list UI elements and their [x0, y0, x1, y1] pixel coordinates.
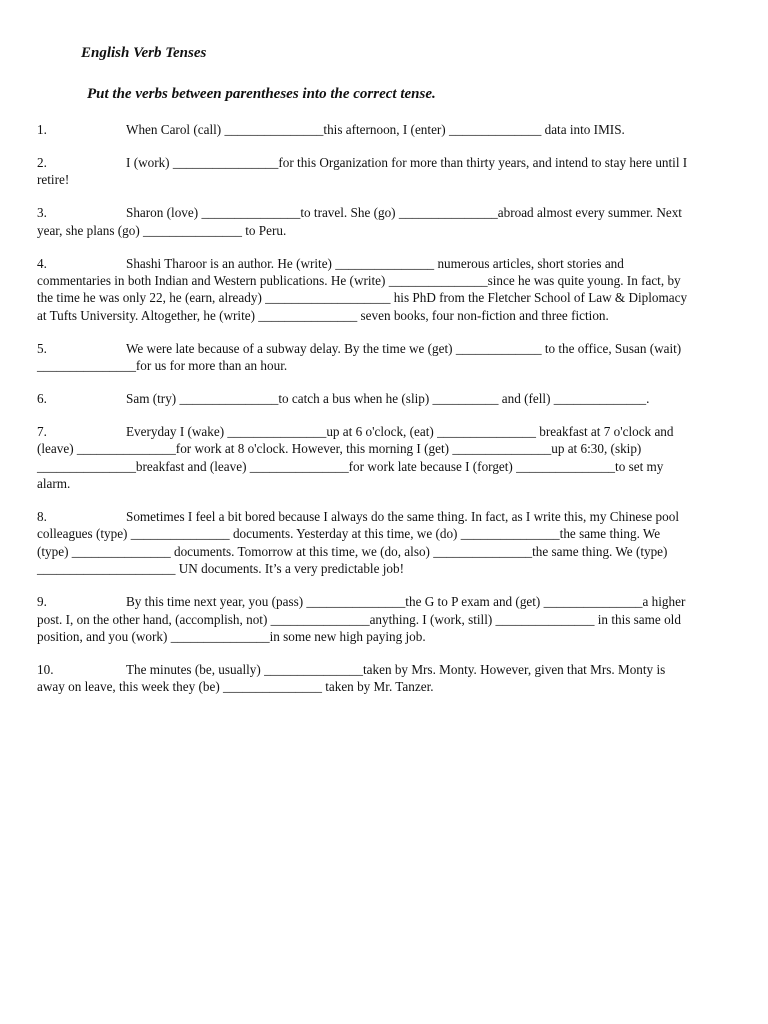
- item-number: 3.: [37, 205, 47, 221]
- exercise-item: [37, 593, 689, 645]
- exercise-item: [37, 154, 689, 189]
- item-text: Sometimes I feel a bit bored because I always do the same thing. In fact, as I write this, my Chinese pool colleagues (type) _______________ documents. Yesterday at this time, we (do) _______________the same thing. We (type) _______________ documents. Tomorrow at this time, we (do, also) _______________the same thing. We (type) _____________________ UN documents. It’s a very predictable job!: [37, 509, 679, 577]
- exercise-item: [37, 255, 689, 325]
- page-title: English Verb Tenses: [81, 45, 207, 61]
- item-text: By this time next year, you (pass) _______________the G to P exam and (get) _______________a higher post. I, on the other hand, (accomplish, not) _______________anything. I (work, still) _______________ in this same old position, and you (work) _______________in some new high paying job.: [37, 594, 686, 644]
- item-text: Shashi Tharoor is an author. He (write) _______________ numerous articles, short stories and commentaries in both Indian and Western publications. He (write) _______________since he was quite young. In fact, by the time he was only 22, he (earn, already) ___________________ his PhD from the Fletcher School of Law & Diplomacy at Tufts University. Altogether, he (write) _______________ seven books, four non-fiction and three fiction.: [37, 255, 688, 323]
- exercise-item: [37, 121, 689, 138]
- item-text: We were late because of a subway delay. By the time we (get) _____________ to the office, Susan (wait) _______________for us for more than an hour.: [37, 340, 682, 374]
- exercise-list: [37, 121, 689, 711]
- exercise-item: [37, 423, 689, 493]
- instruction-heading: Put the verbs between parentheses into the correct tense.: [87, 86, 436, 102]
- item-text: The minutes (be, usually) _______________taken by Mrs. Monty. However, given that Mrs. Monty is away on leave, this week they (be) _______________ taken by Mr. Tanzer.: [37, 661, 666, 695]
- item-number: 8.: [37, 509, 47, 524]
- item-text: When Carol (call) _______________this afternoon, I (enter) ______________ data into IMIS.: [126, 122, 625, 137]
- item-number: 1.: [37, 122, 47, 137]
- item-text: Sharon (love) _______________to travel. She (go) _______________abroad almost every summer. Next year, she plans (go) _______________ to Peru.: [37, 205, 682, 238]
- item-number: 6.: [37, 390, 47, 406]
- item-text: I (work) ________________for this Organization for more than thirty years, and intend to stay here until I retire!: [37, 154, 688, 188]
- item-text: Sam (try) _______________to catch a bus when he (slip) __________ and (fell) ______________.: [126, 390, 650, 406]
- item-number: 5.: [37, 340, 47, 356]
- item-text: Everyday I (wake) _______________up at 6 o'clock, (eat) _______________ breakfast at 7 o'clock and (leave) _______________for work at 8 o'clock. However, this morning I (get) _______________up at 6:30, (skip) _______________breakfast and (leave) _______________for work late because I (forget) _______________to set my alarm.: [37, 423, 674, 492]
- item-number: 2.: [37, 154, 47, 170]
- item-number: 4.: [37, 255, 47, 271]
- exercise-item: [37, 661, 689, 696]
- exercise-item: [37, 508, 689, 578]
- exercise-item: [37, 340, 689, 375]
- item-number: 7.: [37, 423, 47, 439]
- exercise-item: [37, 390, 689, 407]
- exercise-item: [37, 204, 689, 239]
- item-number: 9.: [37, 594, 47, 610]
- item-number: 10.: [37, 661, 54, 677]
